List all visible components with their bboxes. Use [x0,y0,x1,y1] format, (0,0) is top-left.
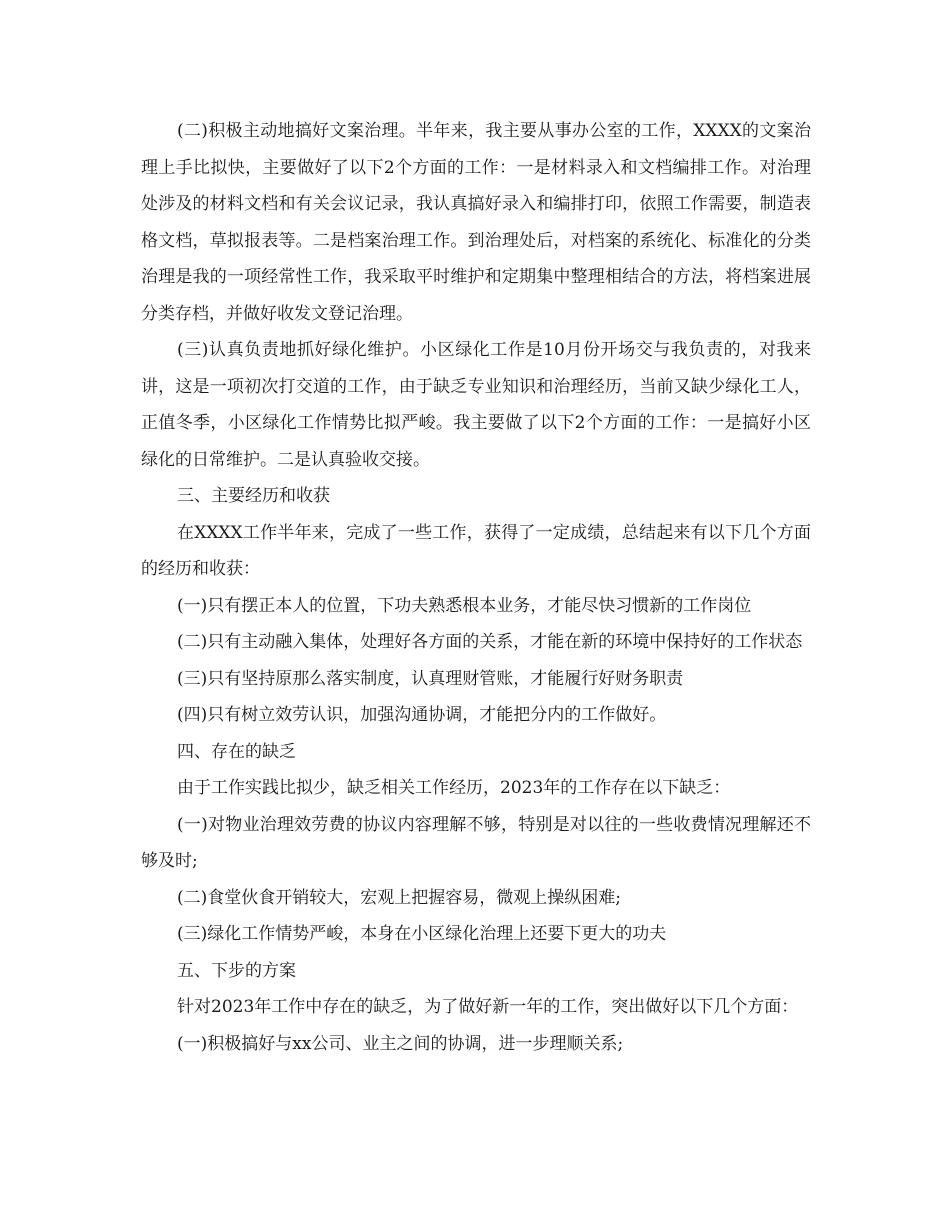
list-item-experience-3: (三)只有坚持原那么落实制度，认真理财管账，才能履行好财务职责 [177,668,684,689]
section-heading-next-plan: 五、下步的方案 [177,960,296,981]
document-body [141,113,811,1062]
list-item-shortcoming-2: (二)食堂伙食开销较大，宏观上把握容易，微观上操纵困难; [177,887,621,908]
list-item-shortcoming-3: (三)绿化工作情势严峻，本身在小区绿化治理上还要下更大的功夫 [177,924,667,944]
list-item-plan-1: (一)积极搞好与xx公司、业主之间的协调，进一步理顺关系; [177,1033,624,1054]
section-heading-experience: 三、主要经历和收获 [177,486,330,506]
list-item-experience-1: (一)只有摆正本人的位置，下功夫熟悉根本业务，才能尽快习惯新的工作岗位 [177,595,752,616]
list-item-experience-2: (二)只有主动融入集体，处理好各方面的关系，才能在新的环境中保持好的工作状态 [177,632,803,652]
paragraph-experience-intro: 在XXXX工作半年来，完成了一些工作，获得了一定成绩，总结起来有以下几个方面的经历和收获： [141,522,811,579]
section-heading-shortcomings: 四、存在的缺乏 [177,741,296,762]
list-item-shortcoming-1: (一)对物业治理效劳费的协议内容理解不够，特别是对以往的一些收费情况理解还不够及时; [141,814,811,871]
paragraph-greening-maintenance: (三)认真负责地抓好绿化维护。小区绿化工作是10月份开场交与我负责的，对我来讲，这是一项初次打交道的工作，由于缺乏专业知识和治理经历，当前又缺少绿化工人，正值冬季，小区绿化工作情势比拟严峻。我主要做了以下2个方面的工作：一是搞好小区绿化的日常维护。二是认真验收交接。 [141,340,811,470]
paragraph-archive-management: (二)积极主动地搞好文案治理。半年来，我主要从事办公室的工作，XXXX的文案治理上手比拟快，主要做好了以下2个方面的工作：一是材料录入和文档编排工作。对治理处涉及的材料文档和有关会议记录，我认真搞好录入和编排打印，依照工作需要，制造表格文档，草拟报表等。二是档案治理工作。到治理处后，对档案的系统化、标准化的分类治理是我的一项经常性工作，我采取平时维护和定期集中整理相结合的方法，将档案进展分类存档，并做好收发文登记治理。 [141,121,811,324]
paragraph-shortcomings-intro: 由于工作实践比拟少，缺乏相关工作经历，2023年的工作存在以下缺乏： [177,778,731,798]
paragraph-next-plan-intro: 针对2023年工作中存在的缺乏，为了做好新一年的工作，突出做好以下几个方面： [177,997,799,1017]
list-item-experience-4: (四)只有树立效劳认识，加强沟通协调，才能把分内的工作做好。 [177,705,667,725]
